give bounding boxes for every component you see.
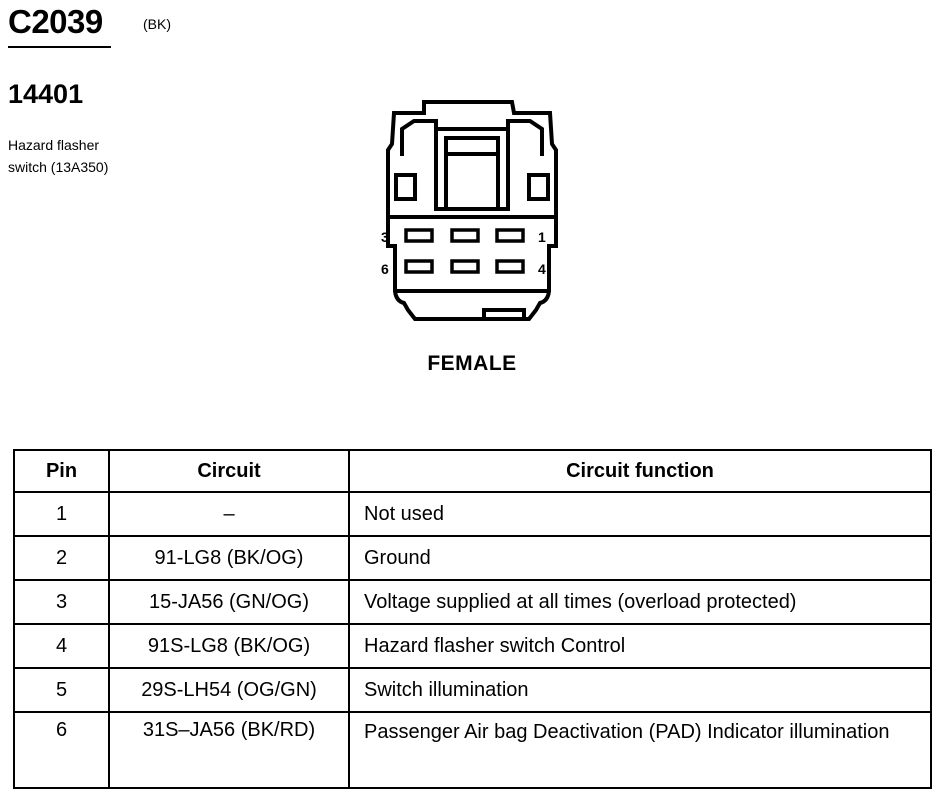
component-description [8, 134, 178, 178]
pin-cell: 2 [14, 536, 109, 580]
pin-label-1: 1 [538, 229, 546, 245]
function-cell: Ground [349, 536, 931, 580]
circuit-cell: 91-LG8 (BK/OG) [109, 536, 349, 580]
table-row [14, 668, 931, 712]
circuit-cell: 15-JA56 (GN/OG) [109, 580, 349, 624]
component-description-line2: switch (13A350) [8, 159, 109, 175]
table-row [14, 624, 931, 668]
function-cell: Hazard flasher switch Control [349, 624, 931, 668]
circuit-cell: – [109, 492, 349, 536]
pin-label-4: 4 [538, 261, 546, 277]
circuit-cell: 31S–JA56 (BK/RD) [109, 712, 349, 788]
connector-id: C2039 [8, 3, 103, 40]
table-row [14, 536, 931, 580]
pin-cavity-3 [406, 230, 432, 241]
function-cell: Not used [349, 492, 931, 536]
bottom-key [484, 310, 524, 319]
pin-cell: 3 [14, 580, 109, 624]
pin-cavity-6 [406, 261, 432, 272]
header-pin: Pin [14, 450, 109, 492]
right-window [529, 175, 548, 199]
component-description-line1: Hazard flasher [8, 137, 100, 153]
function-cell: Switch illumination [349, 668, 931, 712]
function-cell: Voltage supplied at all times (overload protected) [349, 580, 931, 624]
table-header-row [14, 450, 931, 492]
latch-inner [446, 138, 498, 209]
header-circuit-function: Circuit function [349, 450, 931, 492]
circuit-cell: 29S-LH54 (OG/GN) [109, 668, 349, 712]
pin-label-3: 3 [381, 229, 389, 245]
connector-gender-label: FEMALE [427, 352, 517, 375]
table-row [14, 580, 931, 624]
table-row [14, 712, 931, 788]
connector-color-code: (BK) [143, 16, 171, 32]
pin-cavity-4 [497, 261, 523, 272]
pin-cell: 1 [14, 492, 109, 536]
pinout-table [13, 449, 932, 789]
pin-cell: 5 [14, 668, 109, 712]
connector-face-diagram [364, 96, 580, 328]
pin-cell: 4 [14, 624, 109, 668]
header-circuit: Circuit [109, 450, 349, 492]
pin-cavity-1 [497, 230, 523, 241]
circuit-cell: 91S-LG8 (BK/OG) [109, 624, 349, 668]
pin-cell: 6 [14, 712, 109, 788]
pin-cavity-5 [452, 261, 478, 272]
table-row [14, 492, 931, 536]
function-cell: Passenger Air bag Deactivation (PAD) Indicator illumination [349, 712, 931, 788]
part-number: 14401 [8, 79, 84, 109]
left-window [396, 175, 415, 199]
pin-cavity-2 [452, 230, 478, 241]
connector-id-underline [8, 46, 111, 48]
pin-label-6: 6 [381, 261, 389, 277]
